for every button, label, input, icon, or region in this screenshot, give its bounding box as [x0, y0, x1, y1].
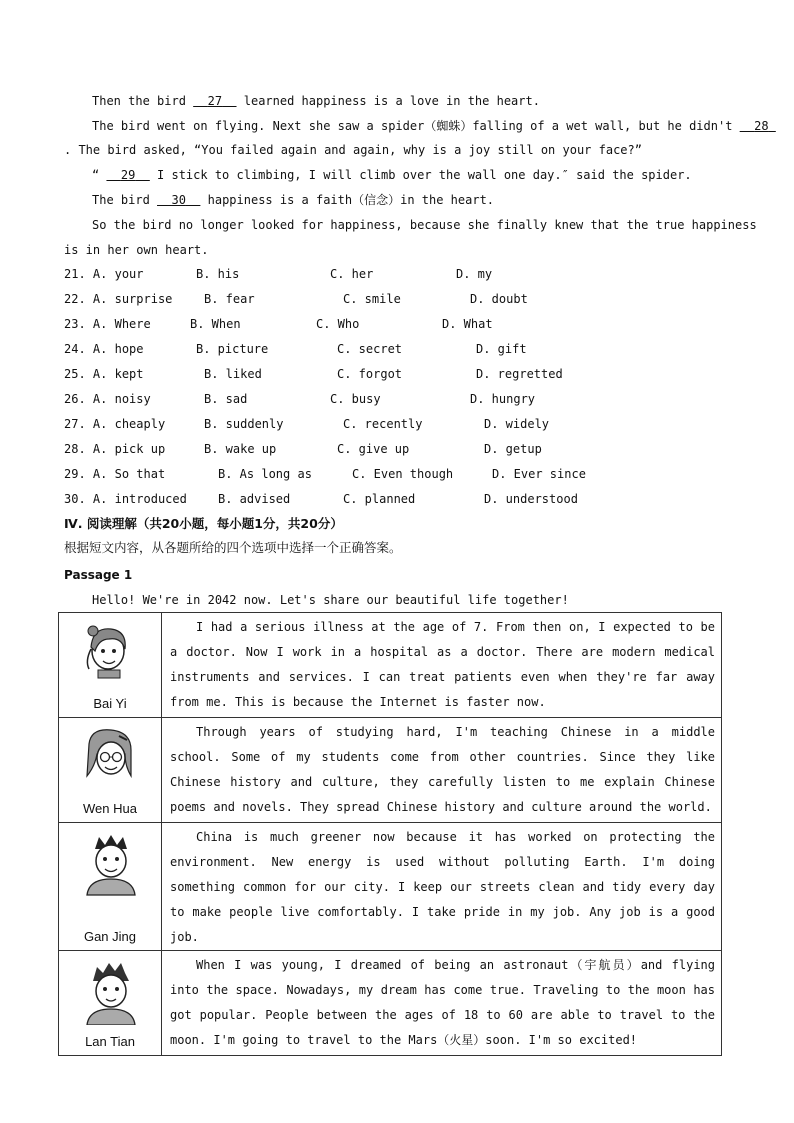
story-line-7: is in her own heart. — [64, 243, 209, 257]
table-row — [59, 951, 722, 1056]
option-b: B. As long as — [218, 467, 312, 481]
option-a: A. pick up — [92, 442, 166, 456]
table-row — [59, 823, 722, 951]
option-b: B. When — [190, 317, 241, 331]
option-d: D. understood — [484, 492, 578, 506]
boy-portrait-icon — [81, 831, 141, 897]
person-cell — [59, 823, 162, 951]
girl-glasses-portrait-icon — [81, 726, 141, 790]
option-row: 28. A. pick up — [64, 442, 166, 456]
option-c: C. her — [330, 267, 374, 281]
story-line-2 — [92, 118, 776, 134]
person-cell — [59, 613, 162, 718]
option-row: 23. A. Where — [64, 317, 151, 331]
option-b: B. advised — [218, 492, 291, 506]
story-text: Then the bird — [92, 94, 194, 108]
person-name: Gan Jing — [83, 929, 137, 944]
person-text: When I was young, I dreamed of being an astronaut（宇航员）and flying into the space. Nowadays, my dream has come true. Traveling to the moon has got popular. People between the ages of 18 to 60 are able to travel to the moon. I'm going to travel to the Mars（火星）soon. I'm so excited! — [170, 958, 715, 1047]
option-b: B. sad — [204, 392, 248, 406]
blank-30: 30 — [171, 193, 186, 207]
option-c: C. secret — [337, 342, 403, 356]
option-row: 25. A. kept — [64, 367, 144, 381]
option-b: B. his — [196, 267, 240, 281]
person-text: I had a serious illness at the age of 7. From then on, I expected to be a doctor. Now I work in a hospital as a doctor. There are modern medical instruments and services. I can treat patients even when they're far away from me. This is because the Internet is faster now. — [170, 620, 715, 709]
story-text: The bird went on flying. Next she saw a spider（蜘蛛）falling of a wet wall, but he didn't — [92, 119, 740, 133]
option-c: C. smile — [343, 292, 401, 306]
person-text: China is much greener now because it has worked on protecting the environment. New energy is used without polluting Earth. I'm doing something common for our city. I keep our streets clean and tidy every day to make people live comfortably. I take pride in my job. Any job is a good job. — [170, 830, 715, 944]
person-text-cell — [162, 718, 722, 823]
person-cell — [59, 951, 162, 1056]
option-d: D. hungry — [470, 392, 536, 406]
person-cell — [59, 718, 162, 823]
option-row: 29. A. So that — [64, 467, 166, 481]
option-d: D. my — [456, 267, 493, 281]
option-d: D. doubt — [470, 292, 528, 306]
story-line-4 — [92, 167, 692, 183]
person-name: Lan Tian — [85, 1034, 135, 1049]
table-row — [59, 613, 722, 718]
option-a: A. your — [92, 267, 144, 281]
option-d: D. regretted — [476, 367, 563, 381]
option-c: C. planned — [343, 492, 416, 506]
option-c: C. Even though — [352, 467, 454, 481]
story-text: I stick to climbing, I will climb over the wall one day.″ said the spider. — [149, 168, 692, 182]
people-table — [58, 612, 722, 1056]
person-text-cell — [162, 613, 722, 718]
option-d: D. What — [442, 317, 493, 331]
option-row: 24. A. hope — [64, 342, 144, 356]
option-b: B. wake up — [204, 442, 277, 456]
option-d: D. getup — [484, 442, 542, 456]
option-b: B. suddenly — [204, 417, 284, 431]
option-row: 22. A. surprise — [64, 292, 173, 306]
person-text: Through years of studying hard, I'm teaching Chinese in a middle school. Some of my students come from other countries. Since they like Chinese history and culture, they carefully listen to me explain Chinese poems and novels. They spread Chinese history and culture around the world. — [170, 725, 715, 814]
option-row: 27. A. cheaply — [64, 417, 166, 431]
option-a: A. surprise — [92, 292, 173, 306]
option-row: 26. A. noisy — [64, 392, 151, 406]
option-a: A. So that — [92, 467, 166, 481]
option-a: A. noisy — [92, 392, 151, 406]
option-c: C. recently — [343, 417, 423, 431]
person-name: Wen Hua — [83, 801, 137, 816]
option-a: A. introduced — [92, 492, 187, 506]
story-text: “ — [92, 168, 107, 182]
girl-portrait-icon — [81, 621, 137, 683]
option-row: 21. A. your — [64, 267, 144, 281]
blank-28: 28 — [754, 119, 769, 133]
option-a: A. kept — [92, 367, 144, 381]
passage-title: Passage 1 — [64, 568, 133, 582]
boy-portrait-icon — [81, 959, 141, 1025]
option-b: B. fear — [204, 292, 255, 306]
blank-29: 29 — [120, 168, 136, 182]
person-name: Bai Yi — [93, 696, 127, 711]
story-text: happiness is a faith（信念）in the heart. — [200, 193, 495, 207]
option-b: B. liked — [204, 367, 262, 381]
person-text-cell — [162, 823, 722, 951]
blank-27: 27 — [207, 94, 223, 108]
story-text: The bird — [92, 193, 158, 207]
story-line-6: So the bird no longer looked for happiness, because she finally knew that the true happiness — [92, 218, 757, 232]
option-a: A. hope — [92, 342, 144, 356]
story-text: learned happiness is a love in the heart. — [236, 94, 540, 108]
person-text-cell — [162, 951, 722, 1056]
option-d: D. gift — [476, 342, 527, 356]
section-title: Ⅳ. 阅读理解（共20小题，每小题1分，共20分） — [64, 516, 343, 531]
option-c: C. Who — [316, 317, 360, 331]
section-instruction: 根据短文内容，从各题所给的四个选项中选择一个正确答案。 — [64, 540, 402, 555]
option-d: D. widely — [484, 417, 550, 431]
option-c: C. busy — [330, 392, 381, 406]
option-d: D. Ever since — [492, 467, 586, 481]
option-c: C. give up — [337, 442, 410, 456]
option-c: C. forgot — [337, 367, 403, 381]
story-line-3: . The bird asked, “You failed again and again, why is a joy still on your face?” — [64, 143, 642, 157]
story-line-5 — [92, 192, 494, 208]
option-b: B. picture — [196, 342, 269, 356]
option-row: 30. A. introduced — [64, 492, 187, 506]
story-line-1 — [92, 93, 540, 109]
option-a: A. cheaply — [92, 417, 166, 431]
table-row — [59, 718, 722, 823]
option-a: A. Where — [92, 317, 151, 331]
passage-intro: Hello! We're in 2042 now. Let's share our beautiful life together! — [92, 593, 569, 607]
